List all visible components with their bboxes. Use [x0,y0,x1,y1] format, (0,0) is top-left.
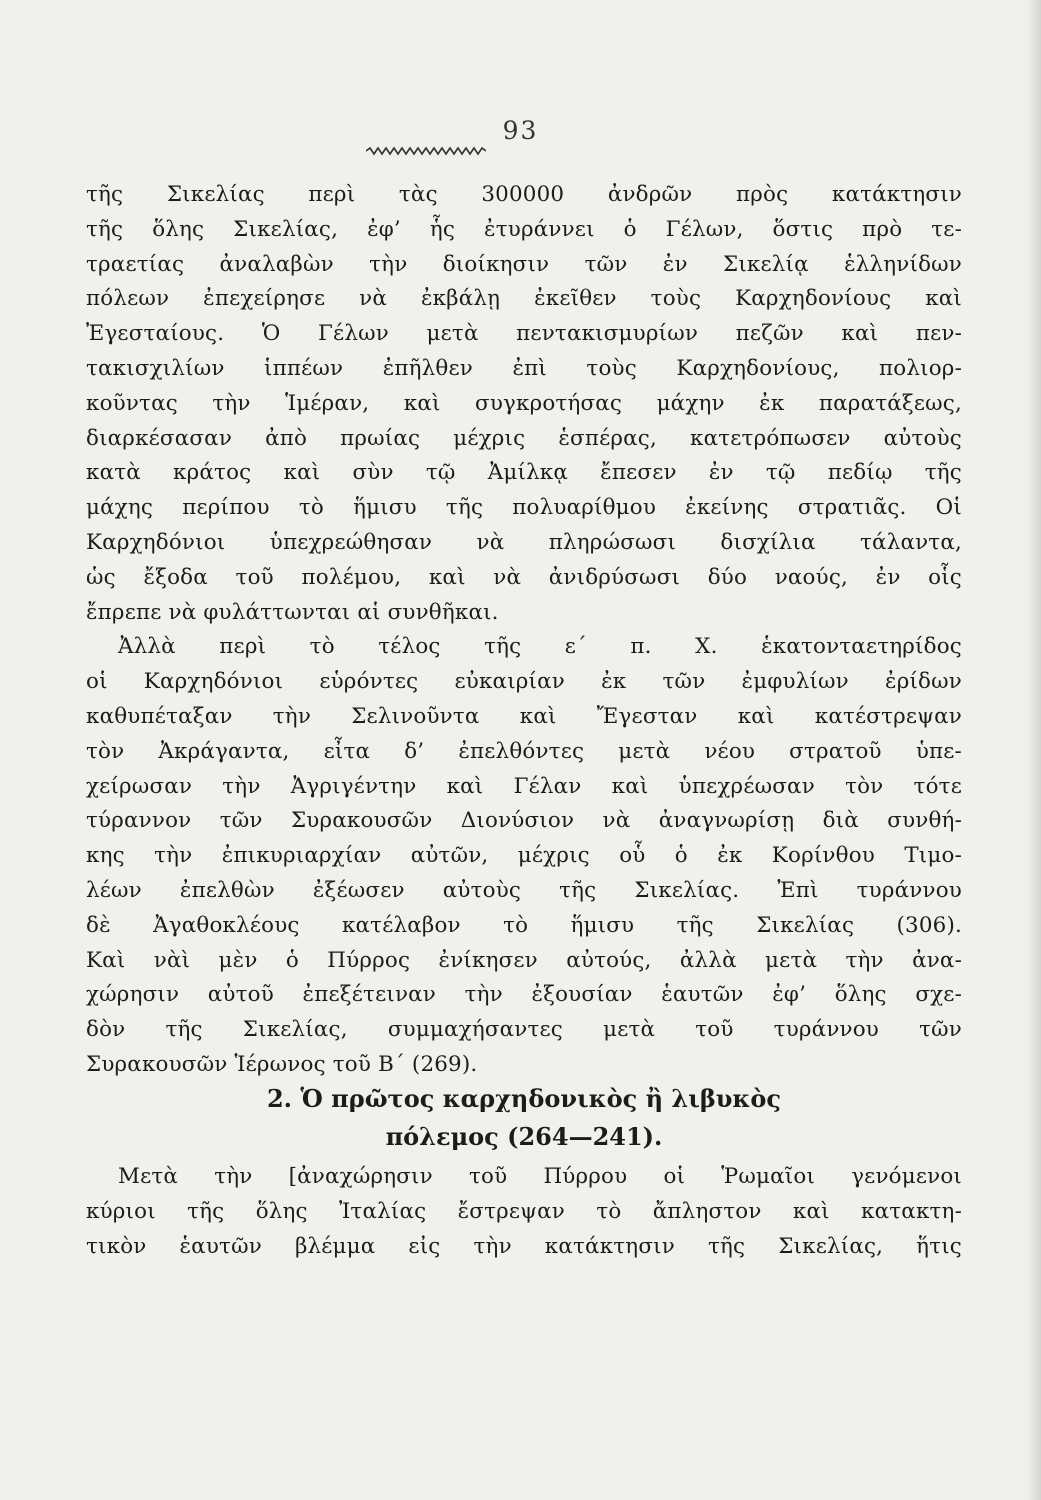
text-line: ἔπρεπε νὰ φυλάττωνται αἱ συνθῆκαι. [86,599,499,625]
page-edge-shadow [1027,0,1041,1500]
text-line: δὸν τῆς Σικελίας, συμμαχήσαντες μετὰ τοῦ τυράννου τῶν [86,1017,962,1043]
text-line: πόλεων ἐπεχείρησε νὰ ἐκβάλῃ ἐκεῖθεν τοὺς Καρχηδονίους καὶ [86,286,962,312]
body-text-part-2 [86,1160,962,1264]
text-line: τύραννον τῶν Συρακουσῶν Διονύσιον νὰ ἀναγνωρίσῃ διὰ συνθή- [86,808,962,834]
text-line: τὸν Ἀκράγαντα, εἶτα δ’ ἐπελθόντες μετὰ νέου στρατοῦ ὑπε- [86,738,962,764]
text-line: καθυπέταξαν τὴν Σελινοῦντα καὶ Ἔγεσταν καὶ κατέστρεψαν [86,703,962,729]
text-line: μάχης περίπου τὸ ἥμισυ τῆς πολυαρίθμου ἐκείνης στρατιᾶς. Οἱ [86,495,962,521]
text-line: χώρησιν αὐτοῦ ἐπεξέτειναν τὴν ἐξουσίαν ἑαυτῶν ἐφ’ ὅλης σχε- [86,982,962,1008]
text-line: Συρακουσῶν Ἱέρωνος τοῦ Β΄ (269). [86,1051,478,1077]
text-line: τῆς ὅλης Σικελίας, ἐφ’ ἧς ἐτυράννει ὁ Γέλων, ὅστις πρὸ τε- [86,216,962,242]
section-heading-line-1: 2. Ὁ πρῶτος καρχηδονικὸς ἢ λιβυκὸς [266,1084,782,1113]
body-text-part-1 [86,178,962,1083]
text-line: δὲ Ἀγαθοκλέους κατέλαβον τὸ ἥμισυ τῆς Σικελίας (306). [86,912,962,938]
text-line: τῆς Σικελίας περὶ τὰς 300000 ἀνδρῶν πρὸς κατάκτησιν [86,182,962,207]
text-line: κατὰ κράτος καὶ σὺν τῷ Ἀμίλκᾳ ἔπεσεν ἐν τῷ πεδίῳ τῆς [86,460,962,486]
text-line: Καρχηδόνιοι ὑπεχρεώθησαν νὰ πληρώσωσι δισχίλια τάλαντα, [86,529,962,555]
text-line: κύριοι τῆς ὅλης Ἰταλίας ἔστρεψαν τὸ ἄπληστον καὶ κατακτη- [86,1198,962,1224]
text-line: τακισχιλίων ἱππέων ἐπῆλθεν ἐπὶ τοὺς Καρχηδονίους, πολιορ- [86,355,962,381]
text-line: τραετίας ἀναλαβὼν τὴν διοίκησιν τῶν ἐν Σικελίᾳ ἑλληνίδων [86,251,962,277]
text-line: κοῦντας τὴν Ἱμέραν, καὶ συγκροτήσας μάχην ἐκ παρατάξεως, [86,390,962,416]
text-line: Ἐγεσταίους. Ὁ Γέλων μετὰ πεντακισμυρίων πεζῶν καὶ πεν- [86,321,962,347]
text-line: διαρκέσασαν ἀπὸ πρωίας μέχρις ἑσπέρας, κατετρόπωσεν αὐτοὺς [86,425,962,451]
text-line: Μετὰ τὴν [ἀναχώρησιν τοῦ Πύρρου οἱ Ῥωμαῖοι γενόμενοι [118,1164,962,1189]
text-line: ὡς ἔξοδα τοῦ πολέμου, καὶ νὰ ἀνιδρύσωσι δύο ναούς, ἐν οἷς [86,564,962,590]
text-line: κης τὴν ἐπικυριαρχίαν αὐτῶν, μέχρις οὗ ὁ ἐκ Κορίνθου Τιμο- [86,843,962,869]
ornament-rule [366,146,486,156]
section-heading-line-2: πόλεμος (264—241). [385,1122,663,1151]
text-line: οἱ Καρχηδόνιοι εὑρόντες εὐκαιρίαν ἐκ τῶν ἐμφυλίων ἐρίδων [86,669,962,695]
text-line: χείρωσαν τὴν Ἀγριγέντην καὶ Γέλαν καὶ ὑπεχρέωσαν τὸν τότε [86,773,962,799]
section-heading [86,1080,962,1156]
text-line: λέων ἐπελθὼν ἐξέωσεν αὐτοὺς τῆς Σικελίας. Ἐπὶ τυράννου [86,877,962,903]
text-line: τικὸν ἑαυτῶν βλέμμα εἰς τὴν κατάκτησιν τῆς Σικελίας, ἥτις [86,1233,962,1259]
page-number: 93 [502,116,539,145]
text-line: Ἀλλὰ περὶ τὸ τέλος τῆς ε΄ π. Χ. ἑκατονταετηρίδος [118,634,962,660]
text-line: Καὶ νὰὶ μὲν ὁ Πύρρος ἐνίκησεν αὐτούς, ἀλλὰ μετὰ τὴν ἀνα- [86,947,962,973]
